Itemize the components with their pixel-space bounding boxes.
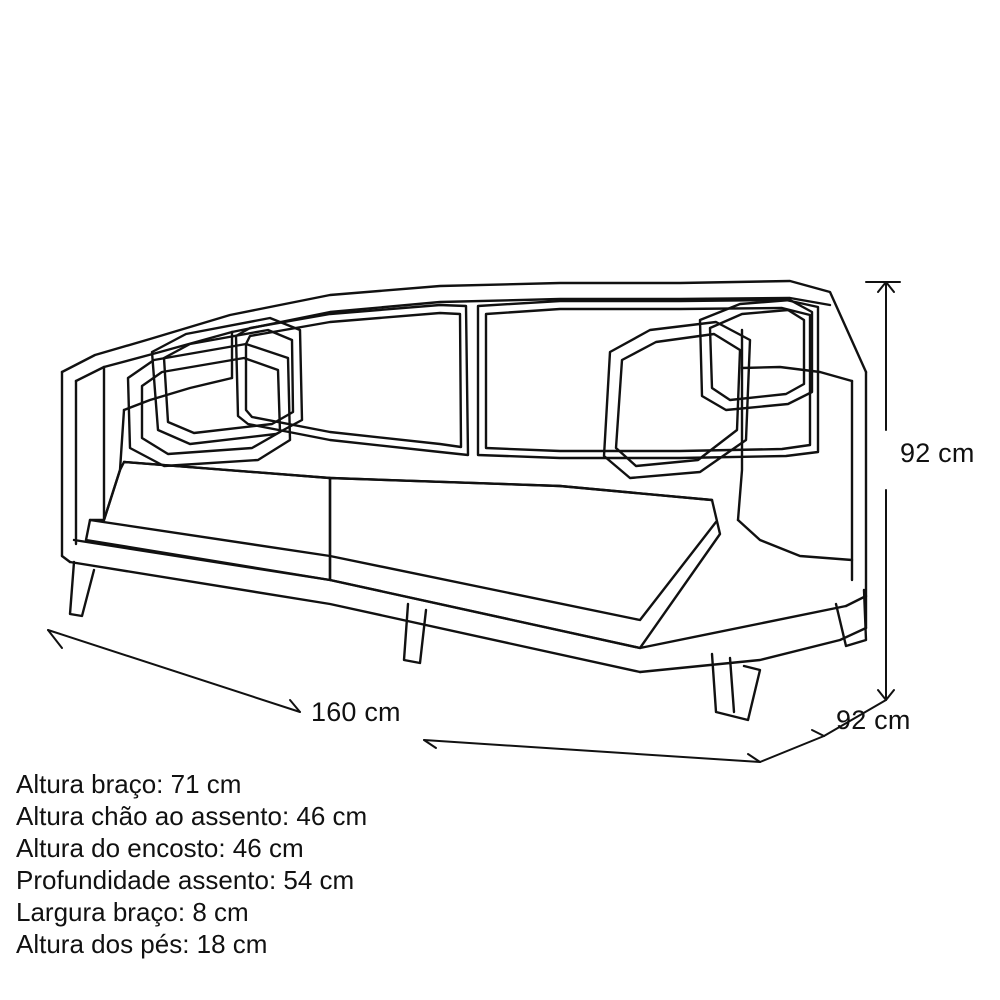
throw-pillow-right-front-seam: [616, 334, 740, 466]
sofa-front-bottom-edge: [70, 562, 640, 672]
sofa-left-bottom-corner: [62, 556, 70, 562]
spec-item: Altura dos pés: 18 cm: [16, 929, 268, 959]
sofa-right-arm-inner-bottom: [738, 520, 852, 560]
sofa-right-arm-inner-top: [742, 367, 852, 381]
sofa-back-cushion-right: [478, 300, 818, 458]
sofa-leg-right-front-inner: [730, 658, 734, 712]
spec-item: Altura braço: 71 cm: [16, 769, 242, 799]
spec-item: Largura braço: 8 cm: [16, 897, 249, 927]
sofa-seat-cushion-right: [330, 478, 720, 648]
sofa-right-lower-edge: [640, 628, 866, 672]
dimension-label-width: 160 cm: [311, 697, 401, 727]
spec-item: Profundidade assento: 54 cm: [16, 865, 355, 895]
dimension-arrow-depth-b: [812, 730, 824, 736]
sofa-back-cushion-right-inner-seam: [486, 308, 810, 451]
throw-pillow-left-front-seam: [142, 358, 280, 454]
throw-pillow-left-front: [128, 344, 290, 466]
sofa-seat-cushion-left: [86, 462, 330, 580]
dimension-label-depth: 92 cm: [836, 705, 911, 735]
sofa-seat-front-seam: [90, 520, 716, 620]
sofa-front-rail-right-end: [846, 596, 866, 606]
spec-item: Altura chão ao assento: 46 cm: [16, 801, 368, 831]
dimension-line-width-left: [48, 630, 300, 712]
sofa-leg-center-front: [404, 604, 426, 663]
dimension-label-height: 92 cm: [900, 438, 975, 468]
throw-pillow-right-rear: [700, 300, 812, 410]
throw-pillow-right-rear-seam: [710, 310, 804, 400]
sofa-leg-left-front: [70, 562, 94, 616]
dimension-line-width-right: [424, 740, 760, 762]
spec-item: Altura do encosto: 46 cm: [16, 833, 304, 863]
specification-list: [16, 768, 576, 960]
sofa-left-arm-scoop: [124, 378, 232, 410]
sofa-back-cushion-left: [236, 305, 468, 455]
dimension-line-depth: [760, 736, 824, 762]
sofa-left-arm-inner-curve: [104, 410, 124, 520]
sofa-seat-back-seam: [124, 462, 712, 500]
sofa-back-top-outline: [62, 281, 866, 372]
